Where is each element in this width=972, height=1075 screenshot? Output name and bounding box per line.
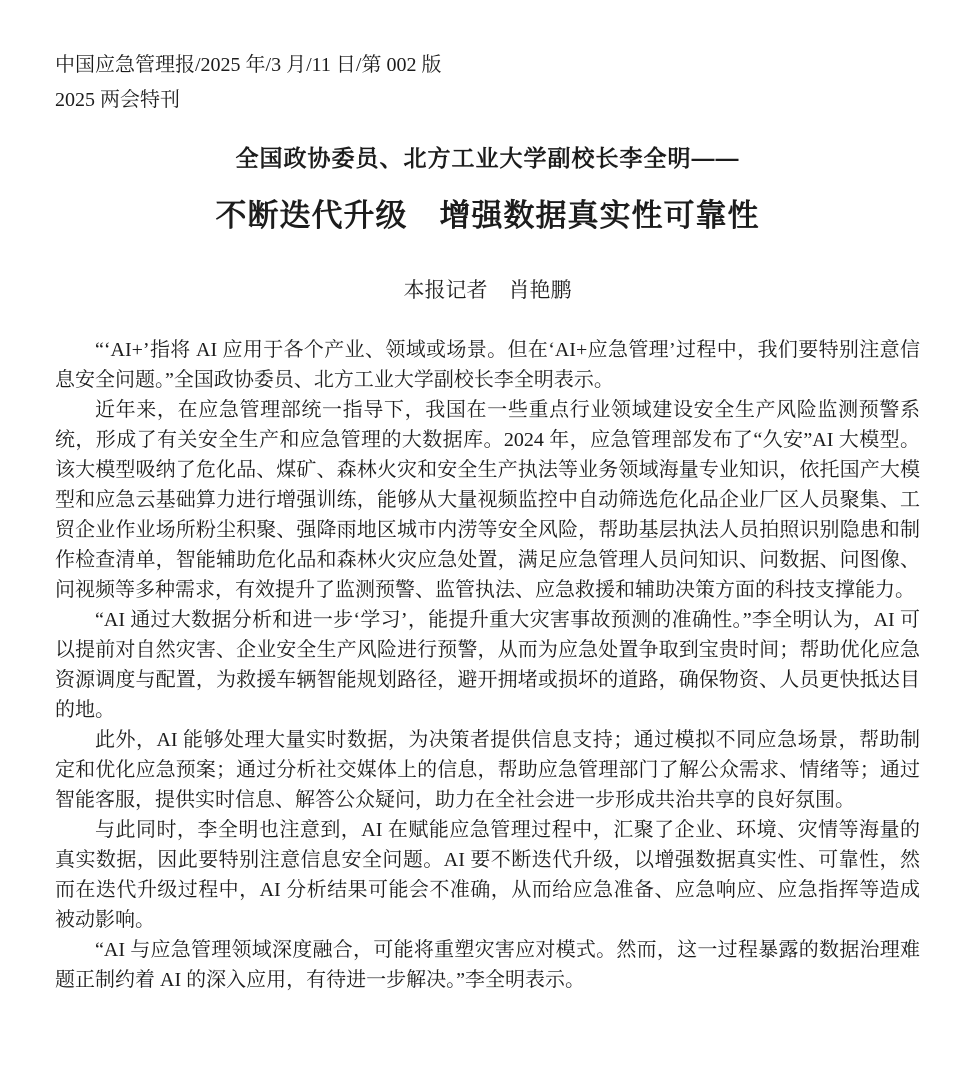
article-paragraph: “‘AI+’指将 AI 应用于各个产业、领域或场景。但在‘AI+应急管理’过程中，我们要特别注意信息安全问题。”全国政协委员、北方工业大学副校长李全明表示。 bbox=[55, 339, 920, 391]
article-byline: 本报记者 肖艳鹏 bbox=[403, 278, 572, 302]
masthead bbox=[55, 48, 920, 118]
masthead-special-issue-line: 2025 两会特刊 bbox=[55, 89, 180, 111]
article-kicker: 全国政协委员、北方工业大学副校长李全明—— bbox=[235, 145, 740, 171]
article-paragraph: “AI 通过大数据分析和进一步‘学习’，能提升重大灾害事故预测的准确性。”李全明认为，AI 可以提前对自然灾害、企业安全生产风险进行预警，从而为应急处置争取到宝贵时间；帮助优化应急资源调度与配置，为救援车辆智能规划路径，避开拥堵或损坏的道路，确保物资、人员更快抵达目的地。 bbox=[55, 609, 920, 721]
article-paragraph: 近年来，在应急管理部统一指导下，我国在一些重点行业领域建设安全生产风险监测预警系统，形成了有关安全生产和应急管理的大数据库。2024 年，应急管理部发布了“久安”AI 大模型。该大模型吸纳了危化品、煤矿、森林火灾和安全生产执法等业务领域海量专业知识，依托国产大模型和应急云基础算力进行增强训练，能够从大量视频监控中自动筛选危化品企业厂区人员聚集、工贸企业作业场所粉尘积聚、强降雨地区城市内涝等安全风险，帮助基层执法人员拍照识别隐患和制作检查清单，智能辅助危化品和森林火灾应急处置，满足应急管理人员问知识、问数据、问图像、问视频等多种需求，有效提升了监测预警、监管执法、应急救援和辅助决策方面的科技支撑能力。 bbox=[55, 399, 920, 601]
masthead-edition-line: 中国应急管理报/2025 年/3 月/11 日/第 002 版 bbox=[55, 54, 442, 76]
article-body bbox=[55, 335, 920, 995]
article-paragraph: 此外，AI 能够处理大量实时数据，为决策者提供信息支持；通过模拟不同应急场景，帮助制定和优化应急预案；通过分析社交媒体上的信息，帮助应急管理部门了解公众需求、情绪等；通过智能客服，提供实时信息、解答公众疑问，助力在全社会进一步形成共治共享的良好氛围。 bbox=[55, 729, 920, 811]
article-paragraph: “AI 与应急管理领域深度融合，可能将重塑灾害应对模式。然而，这一过程暴露的数据治理难题正制约着 AI 的深入应用，有待进一步解决。”李全明表示。 bbox=[55, 939, 920, 991]
article-paragraph: 与此同时，李全明也注意到，AI 在赋能应急管理过程中，汇聚了企业、环境、灾情等海量的真实数据，因此要特别注意信息安全问题。AI 要不断迭代升级，以增强数据真实性、可靠性，然而在迭代升级过程中，AI 分析结果可能会不准确，从而给应急准备、应急响应、应急指挥等造成被动影响。 bbox=[55, 819, 920, 931]
article-title: 不断迭代升级 增强数据真实性可靠性 bbox=[215, 198, 760, 233]
